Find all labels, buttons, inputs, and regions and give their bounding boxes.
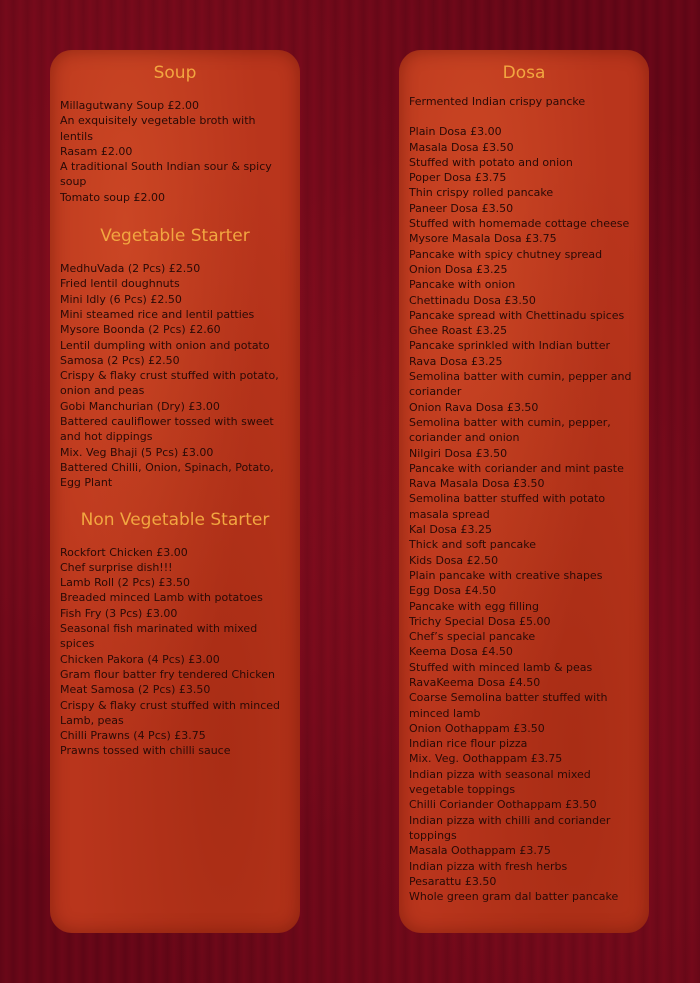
menu-line: Thick and soft pancake	[409, 538, 537, 552]
dosa-intro: Fermented Indian crispy pancke	[409, 95, 586, 108]
dosa-heading: Dosa	[502, 63, 546, 83]
nonveg-starter-heading: Non Vegetable Starter	[80, 509, 270, 530]
menu-line: masala spread	[409, 507, 490, 521]
menu-line: Prawns tossed with chilli sauce	[60, 744, 231, 758]
menu-line: Pancake sprinkled with Indian butter	[409, 339, 610, 353]
menu-line: MedhuVada (2 Pcs) £2.50	[60, 262, 201, 276]
menu-line: Battered cauliflower tossed with sweet	[60, 415, 274, 429]
menu-line: Indian pizza with fresh herbs	[409, 859, 568, 873]
menu-line: and hot dippings	[60, 430, 153, 444]
menu-line: Stuffed with potato and onion	[409, 155, 573, 169]
menu-line: Rockfort Chicken £3.00	[60, 545, 188, 559]
menu-line: Thin crispy rolled pancake	[409, 186, 554, 200]
menu-line: Fish Fry (3 Pcs) £3.00	[60, 606, 178, 620]
menu-line: coriander and onion	[409, 431, 520, 445]
menu-line: Crispy & flaky crust stuffed with potato,	[60, 369, 279, 383]
menu-line: coriander	[409, 385, 462, 399]
menu-line: Egg Plant	[60, 476, 113, 490]
menu-line: Mysore Boonda (2 Pcs) £2.60	[60, 323, 221, 337]
menu-line: Coarse Semolina batter stuffed with	[409, 691, 608, 705]
menu-line: Mix. Veg. Oothappam £3.75	[409, 752, 563, 766]
menu-line: Meat Samosa (2 Pcs) £3.50	[60, 683, 211, 697]
menu-line: Kids Dosa £2.50	[409, 553, 499, 567]
menu-line: Poper Dosa £3.75	[409, 171, 507, 185]
menu-line: Breaded minced Lamb with potatoes	[60, 591, 263, 605]
menu-line: toppings	[409, 828, 457, 842]
menu-line: Mysore Masala Dosa £3.75	[409, 232, 557, 246]
menu-line: Whole green gram dal batter pancake	[409, 890, 619, 904]
menu-line: Onion Dosa £3.25	[409, 262, 508, 276]
menu-line: Trichy Special Dosa £5.00	[409, 614, 551, 628]
menu-line: Chicken Pakora (4 Pcs) £3.00	[60, 652, 220, 666]
menu-line: Fried lentil doughnuts	[60, 277, 180, 291]
menu-line: Masala Oothappam £3.75	[409, 844, 551, 858]
menu-line: Onion Oothappam £3.50	[409, 721, 545, 735]
menu-line: Nilgiri Dosa £3.50	[409, 446, 508, 460]
menu-line: Onion Rava Dosa £3.50	[409, 400, 539, 414]
menu-line: Samosa (2 Pcs) £2.50	[60, 353, 180, 367]
menu-line: Lentil dumpling with onion and potato	[60, 338, 270, 352]
nonveg-starter-list	[60, 545, 290, 759]
veg-starter-heading: Vegetable Starter	[100, 226, 250, 247]
menu-line: Masala Dosa £3.50	[409, 140, 514, 154]
menu-line: Semolina batter with cumin, pepper and	[409, 370, 632, 384]
menu-line: Pancake with egg filling	[409, 599, 539, 613]
menu-line: Chettinadu Dosa £3.50	[409, 293, 536, 307]
menu-line: Lamb Roll (2 Pcs) £3.50	[60, 576, 191, 590]
menu-line: vegetable toppings	[409, 783, 516, 797]
dosa-list	[409, 124, 639, 904]
soup-list	[60, 98, 290, 205]
menu-line: soup	[60, 175, 87, 189]
menu-line: Indian pizza with seasonal mixed	[409, 767, 591, 781]
menu-line: Indian rice flour pizza	[409, 737, 528, 751]
menu-line: Chef’s special pancake	[409, 630, 536, 644]
menu-line: Mix. Veg Bhaji (5 Pcs) £3.00	[60, 445, 214, 459]
menu-line: Stuffed with minced lamb & peas	[409, 660, 593, 674]
menu-line: Mini Idly (6 Pcs) £2.50	[60, 292, 182, 306]
menu-line: Rava Masala Dosa £3.50	[409, 477, 545, 491]
menu-line: minced lamb	[409, 706, 481, 720]
left-menu-panel	[50, 50, 300, 933]
menu-line: Lamb, peas	[60, 713, 124, 727]
menu-line: Keema Dosa £4.50	[409, 645, 513, 659]
menu-line: Plain pancake with creative shapes	[409, 568, 603, 582]
menu-line: lentils	[60, 129, 93, 143]
menu-line: Paneer Dosa £3.50	[409, 201, 514, 215]
menu-line: Pancake with spicy chutney spread	[409, 247, 603, 261]
menu-line: Mini steamed rice and lentil patties	[60, 307, 255, 321]
menu-line: Chilli Prawns (4 Pcs) £3.75	[60, 729, 206, 743]
menu-line: Indian pizza with chilli and coriander	[409, 813, 611, 827]
menu-line: Seasonal fish marinated with mixed	[60, 622, 258, 636]
menu-line: Gobi Manchurian (Dry) £3.00	[60, 399, 220, 413]
menu-line: Stuffed with homemade cottage cheese	[409, 217, 630, 231]
menu-line: Tomato soup £2.00	[60, 190, 165, 204]
menu-line: Crispy & flaky crust stuffed with minced	[60, 698, 281, 712]
menu-line: Plain Dosa £3.00	[409, 125, 502, 139]
menu-line: Chef surprise dish!!!	[60, 560, 173, 574]
menu-line: Pesarattu £3.50	[409, 874, 497, 888]
menu-line: Pancake with onion	[409, 278, 516, 292]
menu-line: Rava Dosa £3.25	[409, 354, 503, 368]
menu-line: Semolina batter with cumin, pepper,	[409, 415, 611, 429]
menu-line: onion and peas	[60, 384, 145, 398]
menu-line: Ghee Roast £3.25	[409, 324, 508, 338]
menu-line: Gram flour batter fry tendered Chicken	[60, 667, 275, 681]
menu-line: Battered Chilli, Onion, Spinach, Potato,	[60, 460, 274, 474]
right-menu-panel	[399, 50, 649, 933]
menu-line: Pancake with coriander and mint paste	[409, 461, 624, 475]
menu-line: Rasam £2.00	[60, 144, 133, 158]
menu-line: RavaKeema Dosa £4.50	[409, 675, 541, 689]
menu-line: A traditional South Indian sour & spicy	[60, 160, 272, 174]
menu-line: Millagutwany Soup £2.00	[60, 99, 200, 112]
menu-line: Pancake spread with Chettinadu spices	[409, 308, 625, 322]
veg-starter-list	[60, 261, 290, 490]
menu-line: Chilli Coriander Oothappam £3.50	[409, 798, 597, 812]
soup-heading: Soup	[153, 63, 197, 83]
menu-line: Semolina batter stuffed with potato	[409, 492, 606, 506]
menu-line: spices	[60, 637, 95, 651]
menu-line: Kal Dosa £3.25	[409, 523, 492, 537]
menu-line: Egg Dosa £4.50	[409, 584, 497, 598]
menu-line: An exquisitely vegetable broth with	[60, 114, 256, 128]
